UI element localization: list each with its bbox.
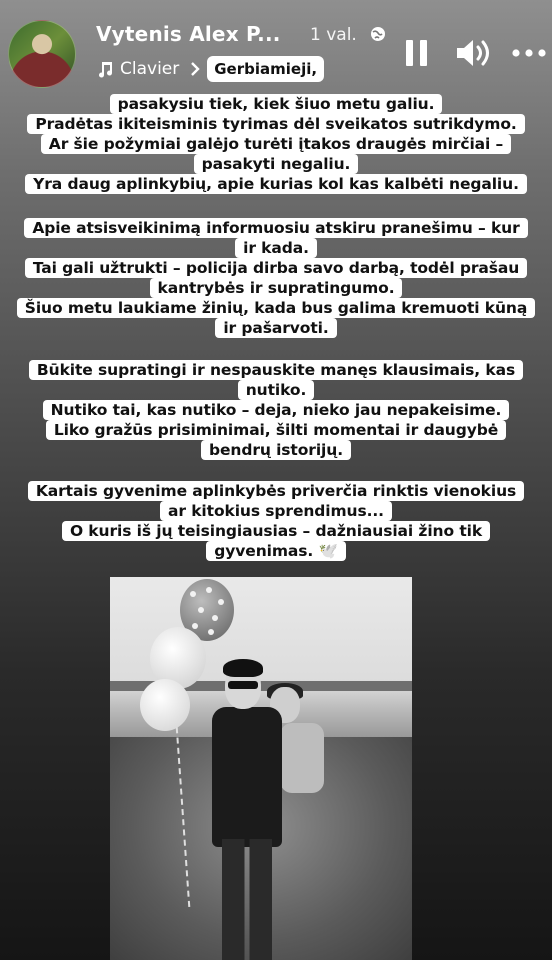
text-line: Šiuo metu laukiame žinių, kada bus galima kremuoti kūną (17, 298, 535, 318)
text-line: Nutiko tai, kas nutiko – deja, nieko jau nepakeisime. (43, 400, 510, 420)
story-photo (110, 577, 412, 960)
chevron-right-icon (189, 61, 201, 77)
text-line: kantrybės ir supratingumo. (150, 278, 403, 298)
paragraph-4 (0, 481, 552, 561)
text-line: Tai gali užtrukti – policija dirba savo darbą, todėl prašau (25, 258, 527, 278)
man-hair (223, 659, 263, 677)
text-line: ar kitokius sprendimus... (160, 501, 392, 521)
globe-icon (370, 26, 386, 42)
text-line: Pradėtas ikiteisminis tyrimas dėl sveikatos sutrikdymo. (27, 114, 524, 134)
text-line: Būkite supratingi ir nespauskite manęs klausimais, kas (29, 360, 523, 380)
paragraph-3 (0, 360, 552, 460)
text-line: ir kada. (235, 238, 317, 258)
man-body (212, 707, 282, 847)
white-balloon (140, 679, 190, 731)
top-caption: Gerbiamieji, (207, 56, 324, 82)
text-line: Liko gražūs prisiminimai, šilti momentai ir daugybė (46, 420, 506, 440)
more-icon[interactable] (510, 48, 550, 58)
text-line: pasakysiu tiek, kiek šiuo metu galiu. (110, 94, 443, 114)
man-legs (222, 839, 272, 960)
text-line: gyvenimas. 🕊️ (206, 541, 345, 561)
text-line: O kuris iš jų teisingiausias – dažniausiai žino tik (62, 521, 490, 541)
text-line: Yra daug aplinkybių, apie kurias kol kas kalbėti negaliu. (25, 174, 527, 194)
music-note-icon (96, 60, 114, 78)
music-row[interactable] (96, 56, 324, 82)
text-line: Ar šie požymiai galėjo turėti įtakos draugės mirčiai – (41, 134, 511, 154)
author-name[interactable]: Vytenis Alex P... (96, 22, 281, 46)
post-time: 1 val. (310, 25, 357, 45)
avatar[interactable] (8, 20, 76, 88)
text-line: Apie atsisveikinimą informuosiu atskiru pranešimu – kur (24, 218, 527, 238)
paragraph-1 (0, 94, 552, 194)
text-line: pasakyti negaliu. (194, 154, 359, 174)
sunglasses (228, 681, 258, 689)
text-line: ir pašarvoti. (215, 318, 336, 338)
pause-icon[interactable] (406, 40, 428, 66)
music-title[interactable]: Clavier (120, 59, 180, 79)
volume-icon[interactable] (455, 36, 495, 70)
paragraph-2 (0, 218, 552, 338)
woman-body (280, 723, 324, 793)
text-line: nutiko. (238, 380, 315, 400)
text-line: bendrų istorijų. (201, 440, 351, 460)
text-line: Kartais gyvenime aplinkybės priverčia rinktis vienokius (28, 481, 524, 501)
